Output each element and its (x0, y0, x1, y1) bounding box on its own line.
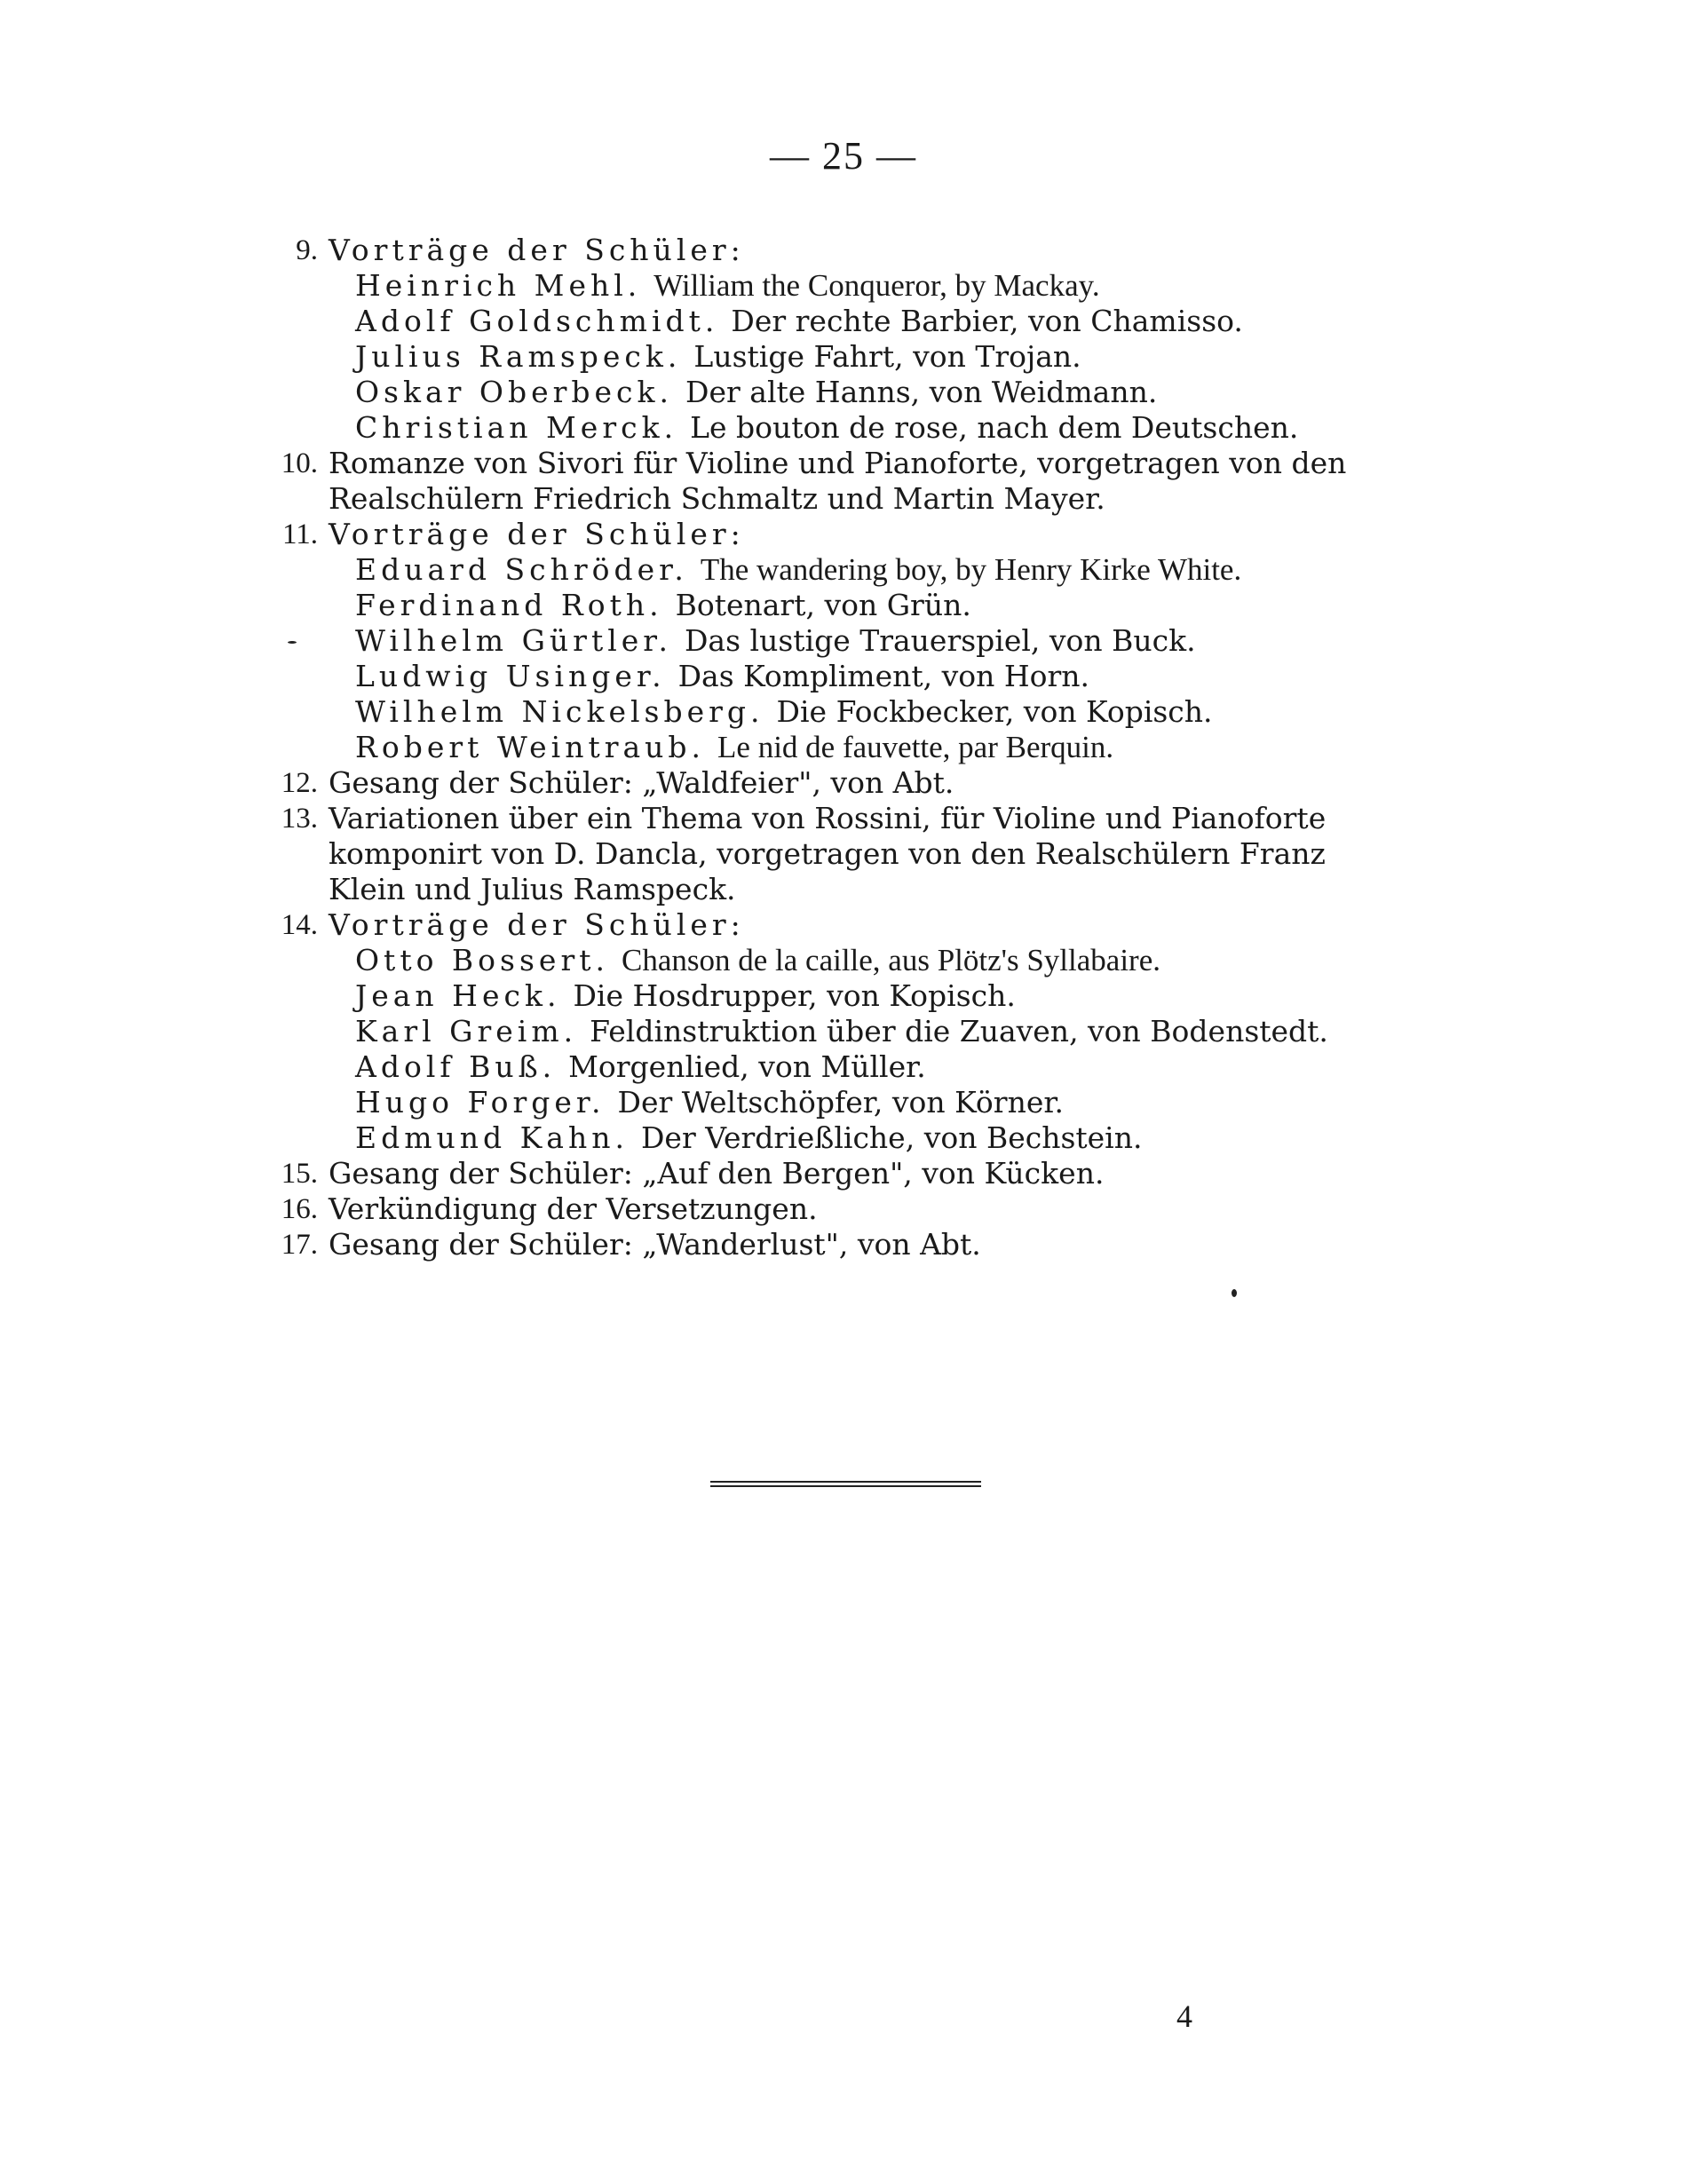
program-item-13 (257, 801, 1483, 907)
ink-speck (288, 641, 297, 644)
performance-line (329, 730, 1483, 765)
recitation-title: Der alte Hanns, von Weidmann. (685, 375, 1158, 409)
student-name: Wilhelm Nickelsberg. (355, 694, 764, 729)
student-name: Wilhelm Gürtler. (355, 623, 672, 658)
recitation-title: Der Verdrießliche, von Bechstein. (640, 1120, 1143, 1155)
program-item-17 (257, 1227, 1483, 1262)
recitation-title: Morgenlied, von Müller. (568, 1049, 926, 1084)
student-name: Eduard Schröder. (355, 552, 688, 587)
ink-speck (1232, 1289, 1237, 1297)
item-number: 12. (281, 767, 318, 799)
recitation-title: Das lustige Trauerspiel, von Buck. (684, 623, 1196, 658)
student-name: Heinrich Mehl. (355, 268, 642, 303)
performance-line (329, 659, 1483, 694)
recitation-title: Die Fockbecker, von Kopisch. (776, 694, 1213, 729)
item-text-continued: Klein und Julius Ramspeck. (329, 872, 736, 906)
item-number: 10. (281, 447, 318, 479)
recitation-title: Le bouton de rose, nach dem Deutschen. (690, 410, 1299, 445)
recitation-title: Botenart, von Grün. (675, 588, 971, 622)
recitation-title: Le nid de fauvette, par Berquin. (717, 730, 1114, 764)
item-number: 16. (281, 1193, 318, 1225)
student-name: Hugo Forger. (355, 1085, 606, 1120)
student-name: Robert Weintraub. (355, 730, 706, 764)
recitation-title: Lustige Fahrt, von Trojan. (693, 339, 1081, 374)
performance-line (329, 1014, 1483, 1049)
recitation-title: Die Hosdrupper, von Kopisch. (573, 978, 1016, 1013)
item-text: Romanze von Sivori für Violine und Pianoforte, vorgetragen von den (329, 446, 1347, 480)
performance-line (329, 375, 1483, 410)
performance-line (329, 943, 1483, 978)
recitation-title: Feldinstruktion über die Zuaven, von Bodenstedt. (590, 1014, 1328, 1048)
item-number: 13. (281, 803, 318, 835)
program-item-9 (257, 233, 1483, 446)
performance-line (329, 1085, 1483, 1120)
signature-mark: 4 (1176, 1998, 1192, 2034)
program-item-10 (257, 446, 1483, 517)
item-text: Gesang der Schüler: „Auf den Bergen", von Kücken. (329, 1156, 1105, 1191)
item-text: Verkündigung der Versetzungen. (329, 1191, 818, 1226)
recitation-title: Der Weltschöpfer, von Körner. (617, 1085, 1064, 1120)
recitation-title: Chanson de la caille, aus Plötz's Syllabaire. (621, 943, 1160, 977)
performance-line (329, 694, 1483, 730)
item-text: Gesang der Schüler: „Wanderlust", von Abt. (329, 1227, 981, 1262)
recitation-title: William the Conqueror, by Mackay. (653, 268, 1100, 303)
performance-line (329, 410, 1483, 446)
recitation-title: Das Kompliment, von Horn. (677, 659, 1090, 693)
student-name: Oskar Oberbeck. (355, 375, 674, 409)
student-name: Jean Heck. (355, 978, 561, 1013)
item-number: 14. (281, 909, 318, 941)
program-item-16 (257, 1191, 1483, 1227)
item-text-continued: komponirt von D. Dancla, vorgetragen von den Realschülern Franz (329, 836, 1326, 871)
student-name: Adolf Goldschmidt. (355, 304, 719, 338)
item-number: 9. (296, 234, 318, 266)
recitation-title: The wandering boy, by Henry Kirke White. (700, 552, 1242, 587)
recitation-title: Der rechte Barbier, von Chamisso. (731, 304, 1243, 338)
performance-line (329, 1120, 1483, 1156)
student-name: Edmund Kahn. (355, 1120, 629, 1155)
performance-line (329, 588, 1483, 623)
performance-line (329, 623, 1483, 659)
student-name: Christian Merck. (355, 410, 678, 445)
performance-line (329, 1049, 1483, 1085)
item-text: Gesang der Schüler: „Waldfeier", von Abt. (329, 765, 954, 800)
student-name: Ludwig Usinger. (355, 659, 666, 693)
student-name: Karl Greim. (355, 1014, 578, 1048)
program-item-15 (257, 1156, 1483, 1191)
performance-line (329, 339, 1483, 375)
performance-line (329, 268, 1483, 304)
performance-line (329, 304, 1483, 339)
item-number: 17. (281, 1229, 318, 1261)
item-number: 15. (281, 1158, 318, 1190)
item-text-continued: Realschülern Friedrich Schmaltz und Martin Mayer. (329, 481, 1105, 516)
item-heading: Vorträge der Schüler: (329, 517, 745, 551)
student-name: Julius Ramspeck. (355, 339, 682, 374)
performance-line (329, 978, 1483, 1014)
student-name: Otto Bossert. (355, 943, 609, 977)
student-name: Adolf Buß. (355, 1049, 557, 1084)
performance-line (329, 552, 1483, 588)
program-item-12 (257, 765, 1483, 801)
item-heading: Vorträge der Schüler: (329, 907, 745, 942)
program-item-14 (257, 907, 1483, 1156)
program-item-11 (257, 517, 1483, 765)
page-number: — 25 — (770, 134, 917, 178)
closing-double-rule (710, 1481, 981, 1487)
item-text: Variationen über ein Thema von Rossini, für Violine und Pianoforte (329, 801, 1327, 835)
student-name: Ferdinand Roth. (355, 588, 663, 622)
concert-program (257, 233, 1483, 1262)
item-number: 11. (281, 518, 318, 550)
item-heading: Vorträge der Schüler: (329, 233, 745, 267)
